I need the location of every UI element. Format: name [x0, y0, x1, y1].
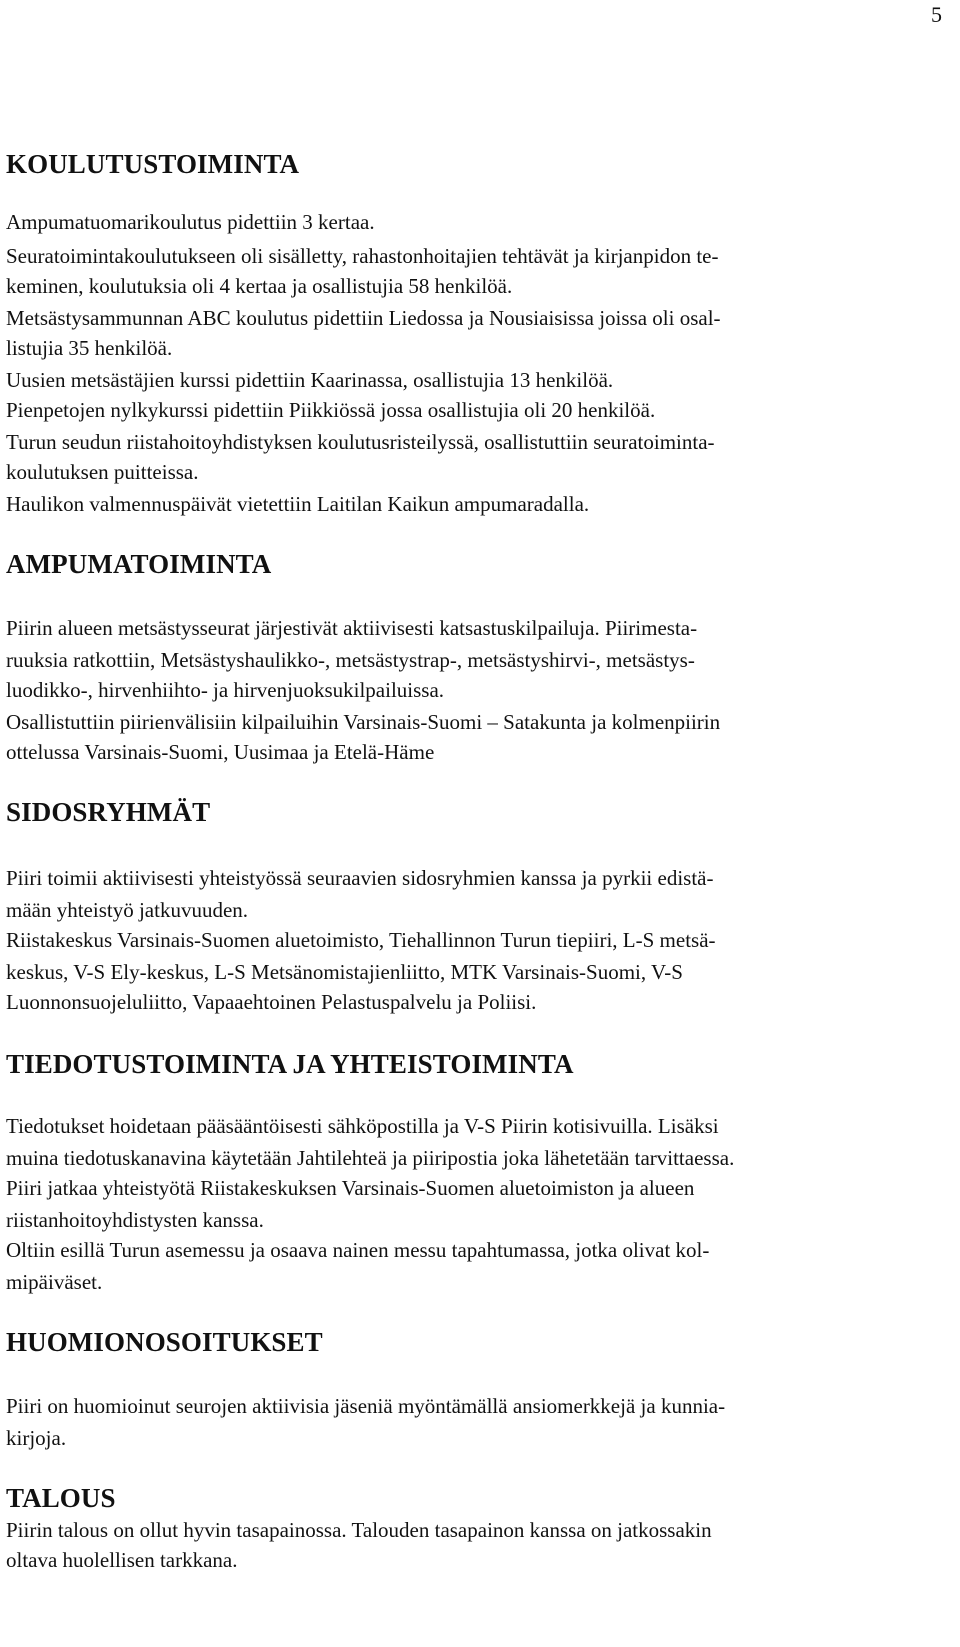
paragraph-line: Piiri on huomioinut seurojen aktiivisia jäseniä myöntämällä ansiomerkkejä ja kunnia- — [6, 1394, 726, 1418]
paragraph-line: ruuksia ratkottiin, Metsästyshaulikko-, metsästystrap-, metsästyshirvi-, metsästys- — [6, 648, 695, 672]
paragraph-line: Uusien metsästäjien kurssi pidettiin Kaarinassa, osallistujia 13 henkilöä. — [6, 368, 614, 392]
paragraph-line: Metsästysammunnan ABC koulutus pidettiin Liedossa ja Nousiaisissa joissa oli osal- — [6, 306, 721, 330]
section-heading: TALOUS — [6, 1483, 116, 1513]
paragraph-line: mipäiväset. — [6, 1270, 103, 1294]
paragraph-line: Pienpetojen nylkykurssi pidettiin Piikkiössä jossa osallistujia oli 20 henkilöä. — [6, 398, 656, 422]
paragraph-line: Piirin alueen metsästysseurat järjestivät aktiivisesti katsastuskilpailuja. Piirimesta- — [6, 616, 698, 640]
paragraph-line: luodikko-, hirvenhiihto- ja hirvenjuoksukilpailuissa. — [6, 678, 445, 702]
paragraph-line: Piirin talous on ollut hyvin tasapainossa. Talouden tasapainon kanssa on jatkossakin — [6, 1518, 712, 1542]
paragraph-line: Tiedotukset hoidetaan pääsääntöisesti sähköpostilla ja V-S Piirin kotisivuilla. Lisäksi — [6, 1114, 719, 1138]
paragraph-line: Haulikon valmennuspäivät vietettiin Laitilan Kaikun ampumaradalla. — [6, 492, 590, 516]
paragraph-line: keskus, V-S Ely-keskus, L-S Metsänomistajienliitto, MTK Varsinais-Suomi, V-S — [6, 960, 683, 984]
paragraph-line: riistanhoitoyhdistysten kanssa. — [6, 1208, 264, 1232]
paragraph-line: oltava huolellisen tarkkana. — [6, 1548, 238, 1572]
paragraph-line: Seuratoimintakoulutukseen oli sisälletty, rahastonhoitajien tehtävät ja kirjanpidon te- — [6, 244, 719, 268]
section-heading: AMPUMATOIMINTA — [6, 549, 272, 579]
paragraph-line: Oltiin esillä Turun asemessu ja osaava nainen messu tapahtumassa, jotka olivat kol- — [6, 1238, 710, 1262]
section-heading: SIDOSRYHMÄT — [6, 797, 211, 827]
page-number: 5 — [931, 2, 942, 27]
paragraph-line: koulutuksen puitteissa. — [6, 460, 199, 484]
paragraph-line: Ampumatuomarikoulutus pidettiin 3 kertaa. — [6, 210, 375, 234]
section-heading: HUOMIONOSOITUKSET — [6, 1327, 323, 1357]
paragraph-line: Turun seudun riistahoitoyhdistyksen koulutusristeilyssä, osallistuttiin seuratoiminta- — [6, 430, 715, 454]
paragraph-line: kirjoja. — [6, 1426, 67, 1450]
paragraph-line: ottelussa Varsinais-Suomi, Uusimaa ja Etelä-Häme — [6, 740, 435, 764]
section-heading: KOULUTUSTOIMINTA — [6, 149, 300, 179]
paragraph-line: Luonnonsuojeluliitto, Vapaaehtoinen Pelastuspalvelu ja Poliisi. — [6, 990, 537, 1014]
paragraph-line: Osallistuttiin piirienvälisiin kilpailuihin Varsinais-Suomi – Satakunta ja kolmenpiirin — [6, 710, 721, 734]
paragraph-line: Piiri toimii aktiivisesti yhteistyössä seuraavien sidosryhmien kanssa ja pyrkii edistä- — [6, 866, 714, 890]
paragraph-line: muina tiedotuskanavina käytetään Jahtilehteä ja piiripostia joka lähetetään tarvittaessa. — [6, 1146, 735, 1170]
section-heading: TIEDOTUSTOIMINTA JA YHTEISTOIMINTA — [6, 1049, 574, 1079]
paragraph-line: Riistakeskus Varsinais-Suomen aluetoimisto, Tiehallinnon Turun tiepiiri, L-S metsä- — [6, 928, 716, 952]
paragraph-line: mään yhteistyö jatkuvuuden. — [6, 898, 249, 922]
paragraph-line: keminen, koulutuksia oli 4 kertaa ja osallistujia 58 henkilöä. — [6, 274, 513, 298]
paragraph-line: Piiri jatkaa yhteistyötä Riistakeskuksen Varsinais-Suomen aluetoimiston ja alueen — [6, 1176, 695, 1200]
paragraph-line: listujia 35 henkilöä. — [6, 336, 173, 360]
